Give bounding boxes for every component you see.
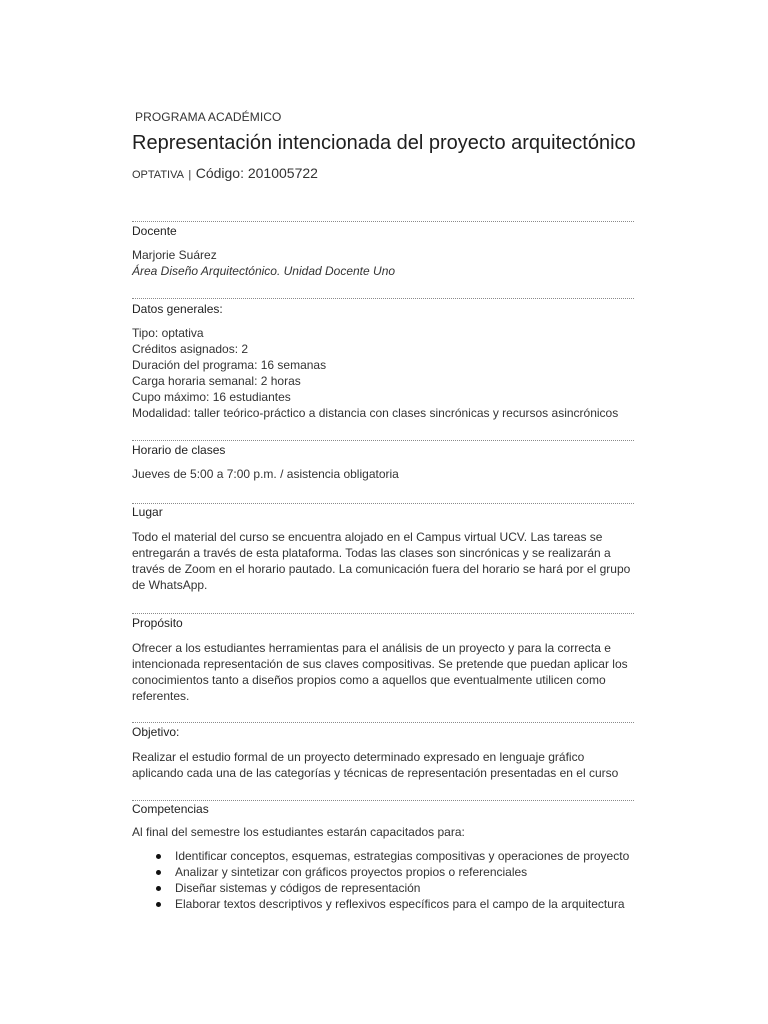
section-body-proposito (132, 640, 634, 704)
section-divider (132, 722, 634, 723)
section-body-objetivo (132, 749, 634, 781)
course-code-line (132, 165, 318, 183)
competencias-list (132, 848, 634, 912)
datos-line: Carga horaria semanal: 2 horas (132, 374, 301, 388)
list-item: Diseñar sistemas y códigos de representación (132, 880, 634, 896)
section-title-proposito: Propósito (132, 616, 183, 630)
section-divider (132, 221, 634, 222)
section-datos-generales (132, 298, 634, 421)
section-title-horario: Horario de clases (132, 443, 226, 457)
section-body-docente (132, 247, 634, 279)
section-title-objetivo: Objetivo: (132, 725, 180, 739)
lugar-text: Todo el material del curso se encuentra alojado en el Campus virtual UCV. Las tareas se entregarán a través de esta plataforma. Todas las clases son sincrónicas y se realizarán a través de Zoom en el horario pautado. La comunicación fuera del horario se hará por el grupo de WhatsApp. (132, 530, 631, 592)
section-docente (132, 221, 634, 279)
section-divider (132, 298, 634, 299)
section-horario (132, 440, 634, 482)
section-objetivo (132, 722, 634, 781)
section-divider (132, 613, 634, 614)
section-divider (132, 440, 634, 441)
competencias-intro: Al final del semestre los estudiantes estarán capacitados para: (132, 825, 465, 839)
horario-text: Jueves de 5:00 a 7:00 p.m. / asistencia obligatoria (132, 467, 399, 481)
datos-line: Duración del programa: 16 semanas (132, 358, 327, 372)
list-item: Analizar y sintetizar con gráficos proyectos propios o referenciales (132, 864, 634, 880)
section-proposito (132, 613, 634, 704)
course-type: OPTATIVA (132, 169, 184, 181)
datos-line: Modalidad: taller teórico-práctico a distancia con clases sincrónicas y recursos asincrónicos (132, 406, 619, 420)
section-body-competencias (132, 824, 634, 912)
teacher-name: Marjorie Suárez (132, 248, 217, 262)
section-body-horario (132, 466, 634, 482)
program-kicker: PROGRAMA ACADÉMICO (135, 110, 282, 124)
proposito-text: Ofrecer a los estudiantes herramientas para el análisis de un proyecto y para la correcta e intencionada representación de sus claves compositivas. Se pretende que puedan aplicar los conocimientos tanto a diseños propios como a aquellos que eventualmente utilicen como referentes. (132, 641, 628, 703)
course-code: Código: 201005722 (195, 165, 318, 181)
list-item: Elaborar textos descriptivos y reflexivos específicos para el campo de la arquitectura (132, 896, 634, 912)
section-body-lugar (132, 529, 634, 593)
section-body-datos (132, 325, 634, 421)
section-lugar (132, 503, 634, 593)
section-title-lugar: Lugar (132, 505, 163, 519)
datos-line: Cupo máximo: 16 estudiantes (132, 390, 291, 404)
section-title-datos: Datos generales: (132, 302, 223, 316)
section-title-competencias: Competencias (132, 802, 209, 816)
teacher-area: Área Diseño Arquitectónico. Unidad Docente Uno (132, 264, 396, 278)
section-divider (132, 503, 634, 504)
code-separator: | (188, 169, 192, 181)
datos-line: Créditos asignados: 2 (132, 342, 249, 356)
list-item: Identificar conceptos, esquemas, estrategias compositivas y operaciones de proyecto (132, 848, 634, 864)
section-title-docente: Docente (132, 224, 177, 238)
datos-line: Tipo: optativa (132, 326, 204, 340)
page-title: Representación intencionada del proyecto arquitectónico (132, 132, 636, 154)
section-competencias (132, 800, 634, 912)
objetivo-text: Realizar el estudio formal de un proyecto determinado expresado en lenguaje gráfico aplicando cada una de las categorías y técnicas de representación presentadas en el curso (132, 750, 619, 780)
section-divider (132, 800, 634, 801)
